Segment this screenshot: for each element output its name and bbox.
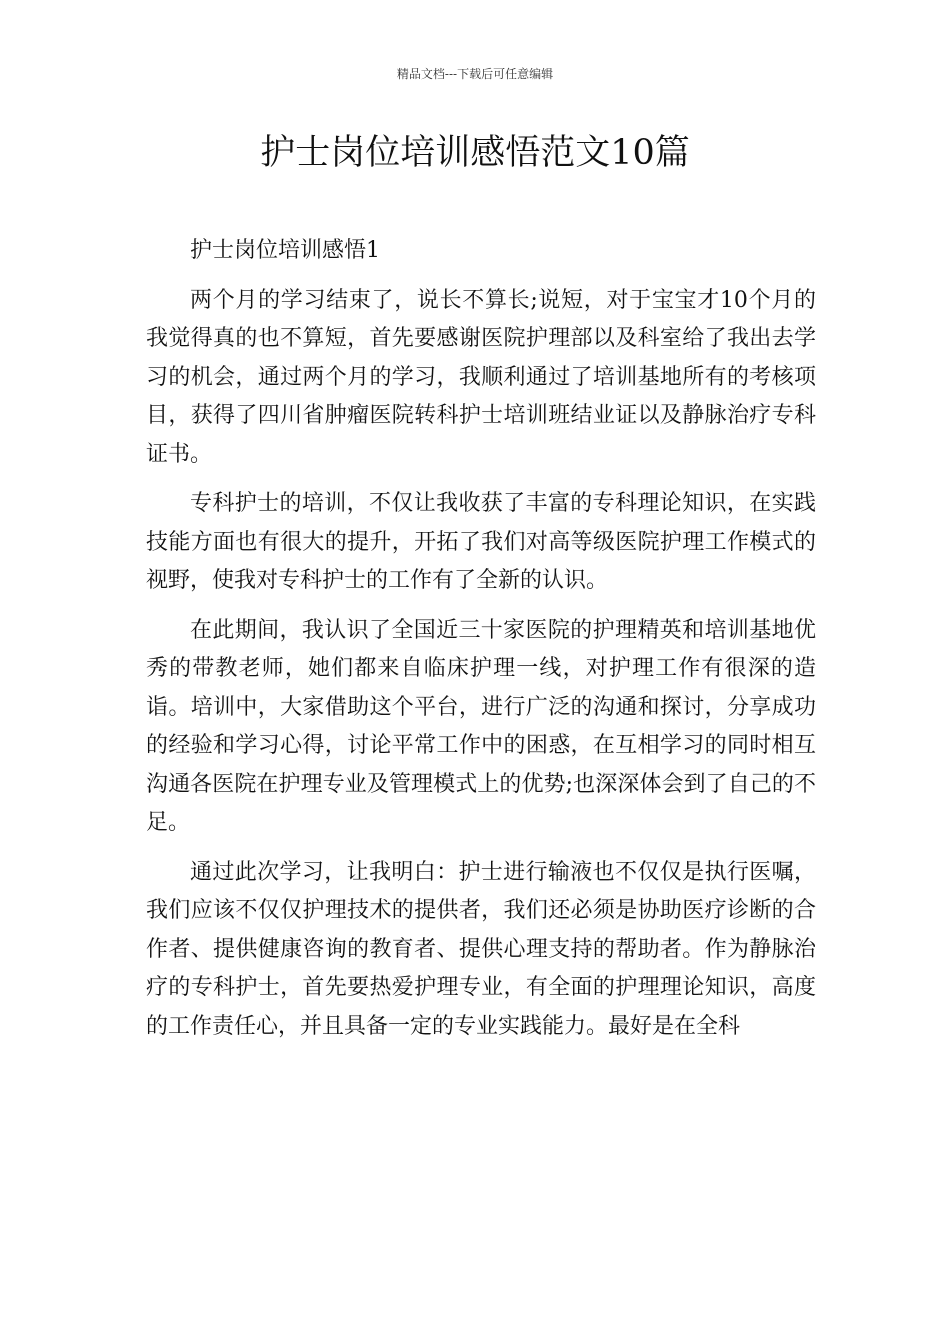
paragraph-4: 通过此次学习，让我明白：护士进行输液也不仅仅是执行医嘱，我们应该不仅仅护理技术的提供者，我们还必须是协助医疗诊断的合作者、提供健康咨询的教育者、提供心理支持的帮助者。作为静脉治疗的专科护士，首先要热爱护理专业，有全面的护理理论知识，高度的工作责任心，并且具备一定的专业实践能力。最好是在全科 <box>146 859 816 1039</box>
paragraph-3: 在此期间，我认识了全国近三十家医院的护理精英和培训基地优秀的带教老师，她们都来自临床护理一线，对护理工作有很深的造诣。培训中，大家借助这个平台，进行广泛的沟通和探讨，分享成功的经验和学习心得，讨论平常工作中的困惑，在互相学习的同时相互沟通各医院在护理专业及管理模式上的优势;也深深体会到了自己的不足。 <box>146 617 816 835</box>
document-title: 护士岗位培训感悟范文10篇 <box>260 133 690 173</box>
paragraph-2: 专科护士的培训，不仅让我收获了丰富的专科理论知识，在实践技能方面也有很大的提升，开拓了我们对高等级医院护理工作模式的视野，使我对专科护士的工作有了全新的认识。 <box>146 491 816 593</box>
paragraph-1: 两个月的学习结束了，说长不算长;说短，对于宝宝才10个月的我觉得真的也不算短，首先要感谢医院护理部以及科室给了我出去学习的机会，通过两个月的学习，我顺利通过了培训基地所有的考核项目，获得了四川省肿瘤医院转科护士培训班结业证以及静脉治疗专科证书。 <box>146 287 816 467</box>
document-body <box>146 232 816 1057</box>
header-note: 精品文档---下载后可任意编辑 <box>396 67 554 81</box>
section-heading: 护士岗位培训感悟1 <box>190 238 380 263</box>
